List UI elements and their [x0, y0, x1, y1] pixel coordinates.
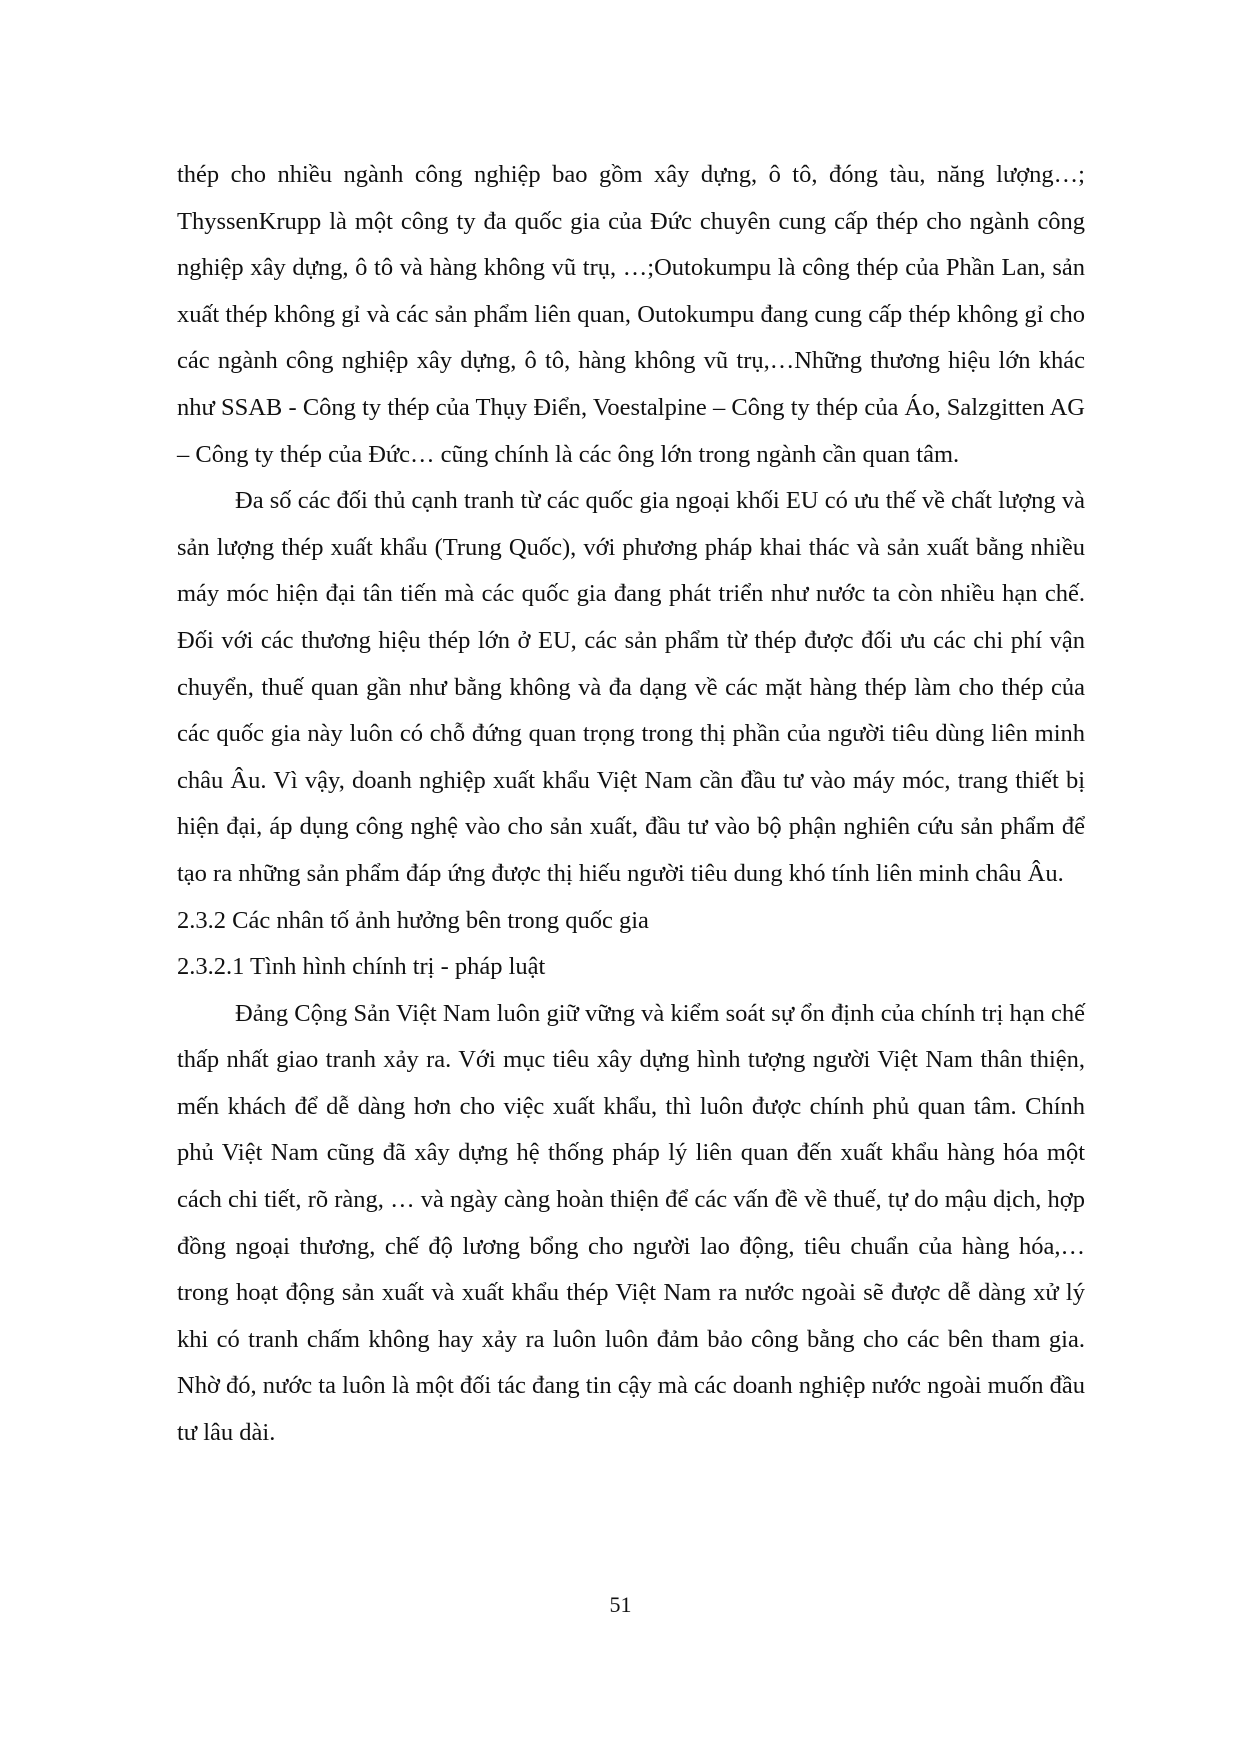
paragraph-continuation: thép cho nhiều ngành công nghiệp bao gồm xây dựng, ô tô, đóng tàu, năng lượng…; ThyssenKrupp là một công ty đa quốc gia của Đức chuyên cung cấp thép cho ngành công nghiệp xây dựng, ô tô và hàng không vũ trụ, …;Outokumpu là công thép của Phần Lan, sản xuất thép không gỉ và các sản phẩm liên quan, Outokumpu đang cung cấp thép không gỉ cho các ngành công nghiệp xây dựng, ô tô, hàng không vũ trụ,…Những thương hiệu lớn khác như SSAB - Công ty thép của Thụy Điển, Voestalpine – Công ty thép của Áo, Salzgitten AG – Công ty thép của Đức… cũng chính là các ông lớn trong ngành cần quan tâm.	[177, 161, 1085, 468]
paragraph-competitors: Đa số các đối thủ cạnh tranh từ các quốc gia ngoại khối EU có ưu thế về chất lượng và sản lượng thép xuất khẩu (Trung Quốc), với phương pháp khai thác và sản xuất bằng nhiều máy móc hiện đại tân tiến mà các quốc gia đang phát triển như nước ta còn nhiều hạn chế. Đối với các thương hiệu thép lớn ở EU, các sản phẩm từ thép được đối ưu các chi phí vận chuyển, thuế quan gần như bằng không và đa dạng về các mặt hàng thép làm cho thép của các quốc gia này luôn có chỗ đứng quan trọng trong thị phần của người tiêu dùng liên minh châu Âu. Vì vậy, doanh nghiệp xuất khẩu Việt Nam cần đầu tư vào máy móc, trang thiết bị hiện đại, áp dụng công nghệ vào cho sản xuất, đầu tư vào bộ phận nghiên cứu sản phẩm để tạo ra những sản phẩm đáp ứng được thị hiếu người tiêu dung khó tính liên minh châu Âu.	[177, 487, 1085, 887]
page-number: 51	[609, 1592, 632, 1617]
subsection-heading: 2.3.2.1 Tình hình chính trị - pháp luật	[177, 953, 546, 981]
paragraph-politics-law: Đảng Cộng Sản Việt Nam luôn giữ vững và kiểm soát sự ổn định của chính trị hạn chế thấp nhất giao tranh xảy ra. Với mục tiêu xây dựng hình tượng người Việt Nam thân thiện, mến khách để dễ dàng hơn cho việc xuất khẩu, thì luôn được chính phủ quan tâm. Chính phủ Việt Nam cũng đã xây dựng hệ thống pháp lý liên quan đến xuất khẩu hàng hóa một cách chi tiết, rõ ràng, … và ngày càng hoàn thiện để các vấn đề về thuế, tự do mậu dịch, hợp đồng ngoại thương, chế độ lương bổng cho người lao động, tiêu chuẩn của hàng hóa,…trong hoạt động sản xuất và xuất khẩu thép Việt Nam ra nước ngoài sẽ được dễ dàng xử lý khi có tranh chấm không hay xảy ra luôn luôn đảm bảo công bằng cho các bên tham gia. Nhờ đó, nước ta luôn là một đối tác đang tin cậy mà các doanh nghiệp nước ngoài muốn đầu tư lâu dài.	[177, 999, 1085, 1447]
page-body	[177, 152, 1085, 1457]
section-heading: 2.3.2 Các nhân tố ảnh hưởng bên trong quốc gia	[177, 906, 649, 934]
